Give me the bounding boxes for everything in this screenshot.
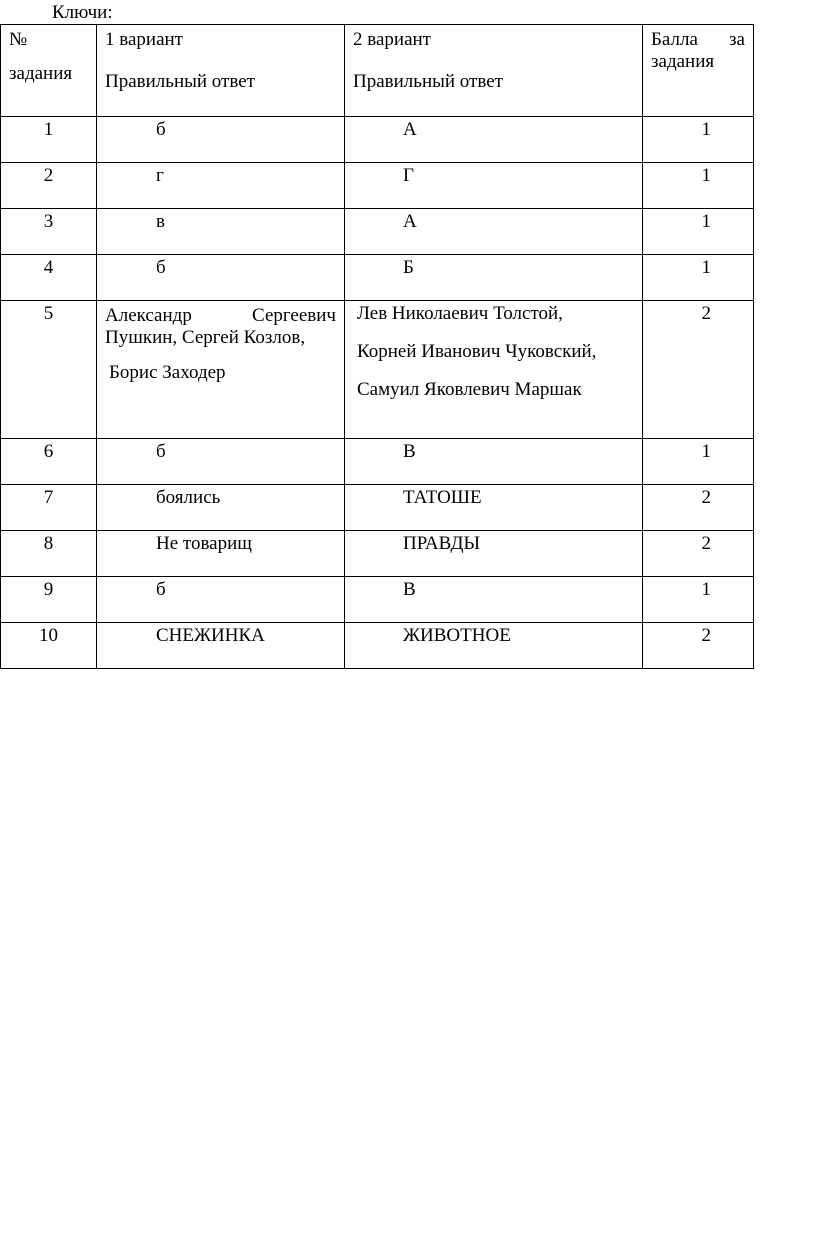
- points-cell: 1: [643, 255, 754, 301]
- variant-2-answer-cell: [345, 301, 643, 439]
- header-score: [643, 25, 754, 117]
- table-row: [1, 255, 754, 301]
- table-row: [1, 301, 754, 439]
- variant-2-answer-cell: А: [345, 209, 643, 255]
- table-row: [1, 577, 754, 623]
- header-variant-1: [97, 25, 345, 117]
- task-number-cell: 8: [1, 531, 97, 577]
- task-number-cell: 4: [1, 255, 97, 301]
- points-cell: 2: [643, 623, 754, 669]
- variant-2-answer-cell: Б: [345, 255, 643, 301]
- header-variant-2: [345, 25, 643, 117]
- answer-line: Пушкин, Сергей Козлов,: [105, 327, 306, 348]
- header-variant-2-line2: Правильный ответ: [353, 71, 503, 92]
- table-header-row: [1, 25, 754, 117]
- answer-key-table: [0, 24, 754, 669]
- variant-2-answer-cell: ТАТОШЕ: [345, 485, 643, 531]
- answer-line: Борис Заходер: [109, 362, 226, 383]
- task-number-cell: 2: [1, 163, 97, 209]
- points-cell: 2: [643, 485, 754, 531]
- variant-1-answer-cell: б: [97, 117, 345, 163]
- task-number-cell: 10: [1, 623, 97, 669]
- keys-caption: Ключи:: [52, 2, 113, 23]
- answer-line: Александр Сергеевич: [105, 305, 336, 326]
- answer-line: Лев Николаевич Толстой,: [357, 303, 563, 324]
- table-row: [1, 623, 754, 669]
- task-number-cell: 6: [1, 439, 97, 485]
- variant-1-answer-cell: [97, 301, 345, 439]
- task-number-cell: 5: [1, 301, 97, 439]
- header-task-number-line2: задания: [9, 63, 73, 84]
- variant-1-answer-cell: СНЕЖИНКА: [97, 623, 345, 669]
- points-cell: 1: [643, 577, 754, 623]
- task-number-cell: 7: [1, 485, 97, 531]
- header-score-line2: задания: [651, 51, 715, 72]
- header-task-number-line1: №: [9, 29, 28, 50]
- points-cell: 2: [643, 531, 754, 577]
- variant-1-answer-cell: г: [97, 163, 345, 209]
- variant-2-answer-cell: В: [345, 577, 643, 623]
- header-variant-1-line1: 1 вариант: [105, 29, 183, 50]
- variant-2-answer-cell: ПРАВДЫ: [345, 531, 643, 577]
- variant-2-answer-cell: ЖИВОТНОЕ: [345, 623, 643, 669]
- variant-1-answer-cell: б: [97, 577, 345, 623]
- variant-2-answer-cell: А: [345, 117, 643, 163]
- variant-2-answer-cell: В: [345, 439, 643, 485]
- table-row: [1, 531, 754, 577]
- points-cell: 2: [643, 301, 754, 439]
- points-cell: 1: [643, 117, 754, 163]
- table-row: [1, 439, 754, 485]
- variant-2-answer-cell: Г: [345, 163, 643, 209]
- header-variant-1-line2: Правильный ответ: [105, 71, 255, 92]
- header-task-number: [1, 25, 97, 117]
- header-score-line1: Балла за: [651, 29, 745, 50]
- variant-1-answer-cell: б: [97, 439, 345, 485]
- task-number-cell: 9: [1, 577, 97, 623]
- variant-1-answer-cell: Не товарищ: [97, 531, 345, 577]
- answer-line: Самуил Яковлевич Маршак: [357, 379, 582, 400]
- task-number-cell: 1: [1, 117, 97, 163]
- variant-1-answer-cell: боялись: [97, 485, 345, 531]
- task-number-cell: 3: [1, 209, 97, 255]
- variant-1-answer-cell: б: [97, 255, 345, 301]
- variant-1-answer-cell: в: [97, 209, 345, 255]
- points-cell: 1: [643, 439, 754, 485]
- table-row: [1, 209, 754, 255]
- table-row: [1, 117, 754, 163]
- table-row: [1, 485, 754, 531]
- header-variant-2-line1: 2 вариант: [353, 29, 431, 50]
- points-cell: 1: [643, 163, 754, 209]
- points-cell: 1: [643, 209, 754, 255]
- answer-line: Корней Иванович Чуковский,: [357, 341, 597, 362]
- table-row: [1, 163, 754, 209]
